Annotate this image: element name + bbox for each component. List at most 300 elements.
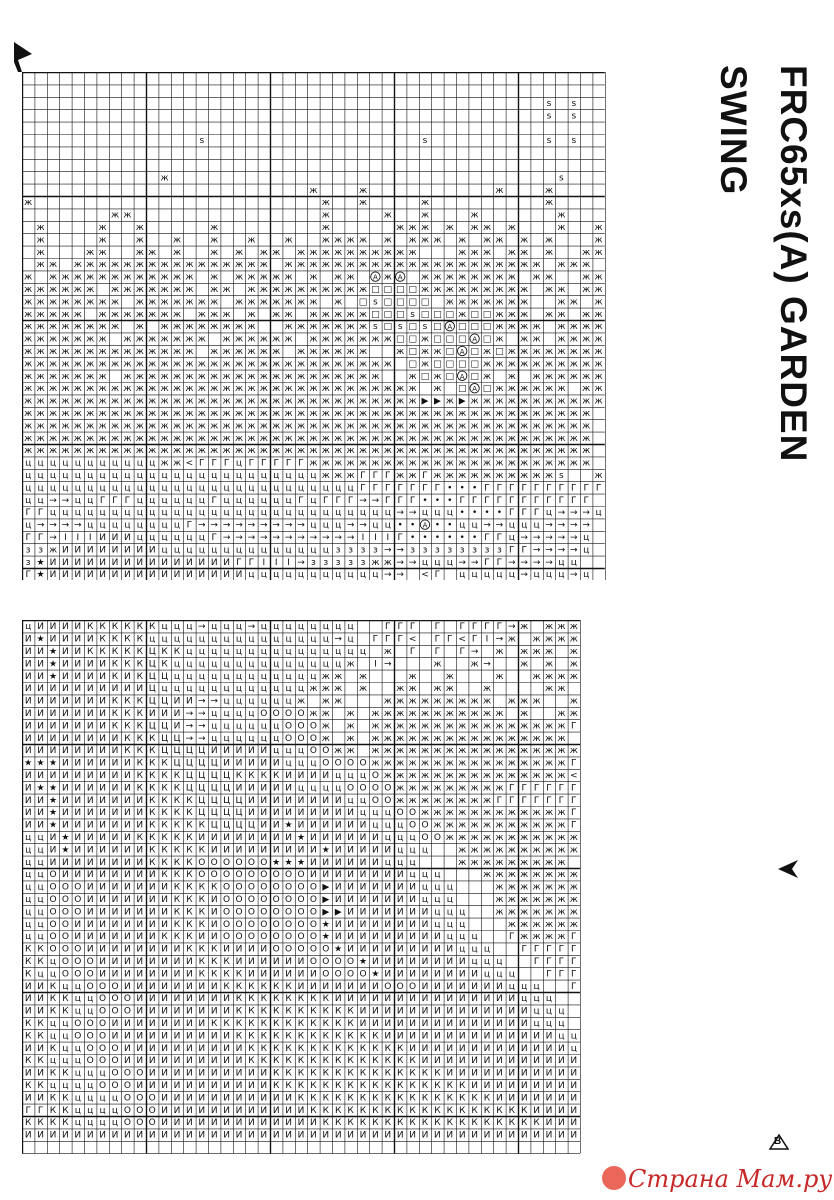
stitch-symbol: ж xyxy=(210,359,219,370)
stitch-symbol: И xyxy=(520,1081,528,1091)
stitch-symbol: ц xyxy=(198,495,205,506)
stitch-symbol: ж xyxy=(557,446,566,457)
stitch-symbol: ж xyxy=(470,733,479,744)
stitch-symbol: s xyxy=(559,173,564,184)
stitch-symbol: ж xyxy=(110,359,120,370)
stitch-symbol: ж xyxy=(135,396,144,407)
stitch-symbol: □ xyxy=(433,309,442,320)
stitch-symbol: К xyxy=(297,1031,305,1042)
stitch-symbol: К xyxy=(161,870,168,881)
stitch-symbol: О xyxy=(309,895,317,905)
stitch-symbol: ж xyxy=(458,272,467,283)
stitch-symbol: И xyxy=(210,746,218,757)
stitch-symbol: Г xyxy=(397,533,403,543)
stitch-symbol: ж xyxy=(458,857,467,868)
stitch-symbol: ж xyxy=(222,433,231,444)
stitch-symbol: К xyxy=(173,647,181,657)
stitch-symbol: И xyxy=(173,944,181,955)
stitch-symbol: ж xyxy=(86,285,95,295)
right-arrow-icon xyxy=(776,858,800,880)
stitch-symbol: И xyxy=(136,1031,144,1042)
stitch-symbol: ж xyxy=(544,421,554,432)
stitch-symbol: ц xyxy=(459,520,466,531)
stitch-symbol: ж xyxy=(383,421,392,432)
stitch-symbol: ж xyxy=(272,359,281,370)
stitch-symbol: И xyxy=(62,684,69,695)
stitch-symbol: И xyxy=(248,944,255,955)
stitch-symbol: ж xyxy=(73,371,82,382)
stitch-symbol: ж xyxy=(234,371,244,382)
stitch-symbol: И xyxy=(434,1056,441,1067)
stitch-symbol: И xyxy=(334,845,342,856)
stitch-symbol: □ xyxy=(395,309,405,320)
stitch-symbol: ж xyxy=(371,733,380,744)
stitch-symbol: И xyxy=(285,1130,292,1141)
stitch-symbol: ц xyxy=(223,545,230,556)
page-marker xyxy=(768,1133,790,1151)
stitch-symbol: К xyxy=(322,1019,329,1029)
stitch-symbol: ц xyxy=(409,845,416,856)
stitch-symbol: □ xyxy=(470,359,479,370)
stitch-symbol: ж xyxy=(408,247,417,258)
stitch-symbol: ж xyxy=(358,235,368,246)
stitch-symbol: К xyxy=(397,1093,404,1104)
stitch-symbol: ц xyxy=(235,508,243,519)
stitch-symbol: К xyxy=(359,1031,367,1042)
stitch-symbol: И xyxy=(173,1081,181,1091)
stitch-symbol: И xyxy=(86,833,94,843)
stitch-symbol: ц xyxy=(248,495,255,506)
stitch-symbol: ц xyxy=(149,458,156,469)
stitch-symbol: □ xyxy=(482,309,492,320)
stitch-symbol: И xyxy=(347,895,354,905)
stitch-symbol: ж xyxy=(557,433,566,444)
stitch-symbol: ж xyxy=(234,247,244,258)
stitch-symbol: ж xyxy=(470,659,479,670)
stitch-symbol: И xyxy=(223,1031,230,1042)
stitch-symbol: ж xyxy=(458,808,467,819)
stitch-symbol: ц xyxy=(223,721,230,732)
stitch-symbol: з xyxy=(311,557,316,568)
stitch-symbol: ж xyxy=(507,758,516,769)
stitch-symbol: ж xyxy=(433,285,442,295)
stitch-symbol: И xyxy=(74,684,82,695)
stitch-symbol: ж xyxy=(86,396,95,407)
stitch-symbol: И xyxy=(210,1130,218,1141)
stitch-symbol: И xyxy=(86,746,94,757)
stitch-symbol: ▶ xyxy=(322,907,330,918)
stitch-symbol: Г xyxy=(397,634,403,645)
stitch-symbol: ж xyxy=(284,322,293,333)
stitch-symbol: ж xyxy=(334,696,343,707)
stitch-symbol: И xyxy=(384,882,392,893)
stitch-symbol: ж xyxy=(86,272,95,283)
stitch-symbol: < xyxy=(458,634,466,645)
stitch-symbol: ц xyxy=(285,483,292,494)
stitch-symbol: ж xyxy=(296,371,306,382)
stitch-symbol: И xyxy=(210,570,218,580)
stitch-symbol: К xyxy=(409,1093,416,1104)
stitch-symbol: ж xyxy=(197,309,206,320)
stitch-symbol: О xyxy=(247,919,255,930)
stitch-symbol: И xyxy=(124,957,131,967)
stitch-symbol: И xyxy=(260,758,268,769)
stitch-symbol: ж xyxy=(259,260,268,271)
stitch-symbol: И xyxy=(62,709,69,719)
stitch-symbol: ж xyxy=(482,297,492,308)
stitch-symbol: И xyxy=(446,957,454,967)
stitch-symbol: И xyxy=(409,919,416,930)
stitch-symbol: И xyxy=(49,1130,57,1141)
stitch-symbol: ж xyxy=(346,458,355,469)
stitch-symbol: И xyxy=(508,1019,516,1029)
stitch-symbol: ж xyxy=(321,709,330,719)
stitch-symbol: К xyxy=(136,733,143,744)
stitch-symbol: • xyxy=(434,533,441,543)
stitch-symbol: ж xyxy=(557,622,566,633)
stitch-symbol: ц xyxy=(322,647,329,657)
stitch-symbol: О xyxy=(297,709,305,719)
stitch-symbol: ж xyxy=(569,709,578,719)
stitch-symbol: ж xyxy=(309,371,318,382)
stitch-symbol: ж xyxy=(346,433,355,444)
stitch-symbol: Г xyxy=(372,483,379,494)
stitch-symbol: И xyxy=(384,1031,392,1042)
stitch-symbol: ж xyxy=(148,347,157,357)
stitch-symbol: И xyxy=(136,1043,144,1054)
stitch-symbol: → xyxy=(185,721,194,732)
stitch-symbol: ж xyxy=(358,371,368,382)
stitch-symbol: Г xyxy=(211,458,217,469)
stitch-symbol: ц xyxy=(211,471,218,481)
stitch-symbol: И xyxy=(533,1031,540,1042)
stitch-symbol: И xyxy=(148,1130,156,1141)
stitch-symbol: И xyxy=(471,981,478,992)
stitch-symbol: ж xyxy=(197,322,206,333)
stitch-symbol: ж xyxy=(396,733,405,744)
stitch-symbol: О xyxy=(111,1056,119,1067)
stitch-symbol: И xyxy=(198,570,206,580)
stitch-symbol: ж xyxy=(73,421,82,432)
stitch-symbol: s xyxy=(559,471,564,481)
stitch-symbol: ж xyxy=(482,409,492,419)
stitch-symbol: ★ xyxy=(296,833,306,843)
stitch-symbol: ж xyxy=(420,795,430,806)
stitch-symbol: О xyxy=(285,919,293,930)
stitch-symbol: К xyxy=(508,1118,515,1129)
stitch-symbol: ж xyxy=(495,721,504,732)
stitch-symbol: ц xyxy=(211,647,218,657)
stitch-symbol: К xyxy=(99,622,106,633)
stitch-symbol: И xyxy=(86,907,94,918)
stitch-symbol: ж xyxy=(296,421,306,432)
stitch-symbol: О xyxy=(260,857,268,868)
stitch-symbol: И xyxy=(558,1130,565,1141)
stitch-symbol: ж xyxy=(210,247,219,258)
stitch-symbol: □ xyxy=(395,285,405,295)
stitch-symbol: К xyxy=(136,696,143,707)
stitch-symbol: ж xyxy=(123,421,132,432)
stitch-symbol: И xyxy=(148,994,156,1005)
stitch-symbol: ж xyxy=(210,322,219,333)
stitch-symbol: И xyxy=(161,557,168,568)
stitch-symbol: ц xyxy=(434,508,441,519)
stitch-symbol: ж xyxy=(445,458,454,469)
stitch-symbol: И xyxy=(111,907,119,918)
stitch-symbol: ж xyxy=(135,359,144,370)
stitch-symbol: ц xyxy=(25,458,32,469)
stitch-symbol: ц xyxy=(248,709,255,719)
stitch-symbol: ц xyxy=(49,969,57,980)
stitch-symbol: □ xyxy=(408,334,417,345)
stitch-symbol: ж xyxy=(445,471,454,481)
stitch-symbol: ж xyxy=(396,433,405,444)
stitch-symbol: ж xyxy=(445,833,454,843)
stitch-symbol: → xyxy=(520,533,528,543)
stitch-symbol: Г xyxy=(360,483,366,494)
stitch-symbol: ж xyxy=(24,433,33,444)
stitch-symbol: К xyxy=(397,1068,404,1079)
stitch-symbol: И xyxy=(136,684,144,695)
stitch-symbol: О xyxy=(235,895,243,905)
stitch-symbol: К xyxy=(99,647,106,657)
stitch-symbol: ц xyxy=(384,508,391,519)
stitch-symbol: ц xyxy=(285,545,292,556)
stitch-symbol: ж xyxy=(296,396,306,407)
stitch-symbol: ж xyxy=(172,409,182,419)
stitch-symbol: ц xyxy=(297,508,305,519)
stitch-symbol: ж xyxy=(210,260,219,271)
stitch-symbol: ж xyxy=(172,396,182,407)
stitch-symbol: И xyxy=(347,981,354,992)
stitch-symbol: ж xyxy=(557,210,566,221)
stitch-symbol: ц xyxy=(285,634,292,645)
stitch-symbol: И xyxy=(173,1118,181,1129)
stitch-symbol: И xyxy=(24,696,32,707)
stitch-symbol: ц xyxy=(136,508,143,519)
stitch-symbol: ж xyxy=(358,671,368,682)
stitch-symbol: ц xyxy=(235,495,243,506)
stitch-symbol: ж xyxy=(433,783,442,794)
stitch-symbol: ж xyxy=(48,545,58,556)
stitch-symbol: И xyxy=(86,882,94,893)
stitch-symbol: ц xyxy=(310,634,317,645)
stitch-symbol: И xyxy=(148,1068,156,1079)
stitch-symbol: ж xyxy=(371,746,380,757)
stitch-symbol: ж xyxy=(383,758,392,769)
stitch-symbol: И xyxy=(310,771,317,781)
stitch-symbol: ж xyxy=(110,433,120,444)
stitch-symbol: И xyxy=(508,1031,516,1042)
stitch-symbol: ж xyxy=(185,272,194,283)
stitch-symbol: ж xyxy=(309,247,318,258)
stitch-symbol: И xyxy=(334,795,342,806)
stitch-symbol: ж xyxy=(24,384,33,395)
stitch-symbol: И xyxy=(24,808,32,819)
stitch-symbol: ц xyxy=(372,520,379,531)
stitch-symbol: ж xyxy=(110,446,120,457)
stitch-symbol: И xyxy=(186,1118,193,1129)
stitch-symbol: ж xyxy=(222,309,231,320)
stitch-symbol: ц xyxy=(260,733,267,744)
stitch-symbol: И xyxy=(260,1118,268,1129)
stitch-symbol: ц xyxy=(186,659,193,670)
stitch-symbol: ж xyxy=(160,446,169,457)
stitch-symbol: И xyxy=(99,659,106,670)
stitch-symbol: ж xyxy=(594,384,603,395)
stitch-symbol: ж xyxy=(36,247,45,258)
stitch-symbol: ж xyxy=(532,322,541,333)
stitch-symbol: ж xyxy=(557,820,566,831)
stitch-symbol: К xyxy=(347,1093,354,1104)
stitch-symbol: К xyxy=(434,1105,441,1116)
stitch-symbol: ж xyxy=(569,907,578,918)
stitch-symbol: И xyxy=(86,795,94,806)
stitch-symbol: ц xyxy=(62,1043,69,1054)
stitch-symbol: И xyxy=(372,919,379,930)
stitch-symbol: О xyxy=(285,709,293,719)
stitch-symbol: ц xyxy=(446,895,453,905)
stitch-symbol: И xyxy=(334,932,342,943)
stitch-symbol: К xyxy=(49,1118,57,1129)
stitch-symbol: К xyxy=(62,1006,69,1017)
stitch-symbol: И xyxy=(496,1068,503,1079)
stitch-symbol: И xyxy=(37,696,44,707)
stitch-symbol: I xyxy=(374,659,377,670)
stitch-symbol: ж xyxy=(24,371,33,382)
stitch-symbol: ж xyxy=(358,309,368,320)
stitch-symbol: → xyxy=(495,520,504,531)
stitch-symbol: К xyxy=(223,969,230,980)
stitch-symbol: И xyxy=(409,1130,416,1141)
stitch-symbol: ж xyxy=(24,309,33,320)
stitch-symbol: ж xyxy=(495,260,504,271)
stitch-symbol: К xyxy=(297,1006,305,1017)
stitch-symbol: ж xyxy=(148,260,157,271)
stitch-symbol: ж xyxy=(582,421,591,432)
stitch-symbol: ц xyxy=(248,508,255,519)
stitch-symbol: И xyxy=(148,545,156,556)
stitch-symbol: ж xyxy=(383,647,392,657)
stitch-symbol: ж xyxy=(445,820,454,831)
stitch-symbol: И xyxy=(372,870,379,881)
stitch-symbol: ж xyxy=(507,820,516,831)
stitch-symbol: К xyxy=(49,1105,57,1116)
stitch-symbol: ж xyxy=(334,471,343,481)
stitch-symbol: ж xyxy=(495,458,504,469)
stitch-symbol: ц xyxy=(384,808,391,819)
stitch-symbol: К xyxy=(446,1093,453,1104)
stitch-symbol: И xyxy=(111,1031,119,1042)
stitch-symbol: ц xyxy=(111,471,119,481)
stitch-symbol: О xyxy=(74,1031,82,1042)
stitch-symbol: ц xyxy=(25,520,32,531)
stitch-symbol: → xyxy=(260,520,268,531)
stitch-symbol: ж xyxy=(110,409,120,419)
stitch-symbol: ц xyxy=(149,508,156,519)
stitch-symbol: О xyxy=(297,882,305,893)
stitch-symbol: И xyxy=(74,659,82,670)
stitch-symbol: ж xyxy=(334,285,343,295)
stitch-symbol: ц xyxy=(173,622,181,633)
stitch-symbol: И xyxy=(86,721,94,732)
stitch-symbol: И xyxy=(99,895,106,905)
stitch-symbol: ц xyxy=(508,520,515,531)
stitch-symbol: → xyxy=(483,520,491,531)
stitch-symbol: ж xyxy=(123,210,132,221)
stitch-symbol: ц xyxy=(347,483,354,494)
stitch-symbol: ж xyxy=(532,771,541,781)
stitch-symbol: О xyxy=(347,758,355,769)
stitch-symbol: ж xyxy=(544,309,554,320)
stitch-symbol: О xyxy=(74,957,82,967)
stitch-symbol: з xyxy=(25,545,31,556)
stitch-symbol: И xyxy=(148,1056,156,1067)
stitch-symbol: ж xyxy=(321,285,330,295)
stitch-symbol: ж xyxy=(458,247,467,258)
stitch-symbol: И xyxy=(186,1081,193,1091)
stitch-symbol: ж xyxy=(48,421,58,432)
stitch-symbol: ж xyxy=(309,458,318,469)
stitch-symbol: ц xyxy=(347,771,354,781)
stitch-symbol: ж xyxy=(557,384,566,395)
stitch-symbol: ж xyxy=(296,696,306,707)
stitch-symbol: Ц xyxy=(161,671,169,682)
stitch-symbol: ц xyxy=(223,647,230,657)
stitch-symbol: К xyxy=(297,1068,305,1079)
stitch-symbol: И xyxy=(111,733,119,744)
stitch-symbol: ж xyxy=(259,347,268,357)
stitch-symbol: И xyxy=(86,1130,94,1141)
stitch-symbol: ж xyxy=(148,247,157,258)
stitch-symbol: И xyxy=(74,647,82,657)
stitch-symbol: ж xyxy=(507,895,516,905)
stitch-symbol: И xyxy=(347,1130,354,1141)
stitch-symbol: ж xyxy=(520,647,529,657)
stitch-symbol: И xyxy=(285,969,292,980)
stitch-symbol: ж xyxy=(569,647,578,657)
stitch-symbol: К xyxy=(248,771,255,781)
stitch-symbol: И xyxy=(37,1068,44,1079)
stitch-symbol: К xyxy=(409,1056,416,1067)
stitch-symbol: ж xyxy=(98,347,107,357)
stitch-symbol: ж xyxy=(544,845,554,856)
stitch-symbol: К xyxy=(62,1105,69,1116)
stitch-symbol: ж xyxy=(557,409,566,419)
stitch-symbol: ц xyxy=(37,845,44,856)
stitch-symbol: И xyxy=(99,684,106,695)
stitch-symbol: И xyxy=(322,857,330,868)
stitch-symbol: О xyxy=(111,981,119,992)
stitch-symbol: ж xyxy=(148,334,157,345)
stitch-symbol: ц xyxy=(25,471,32,481)
stitch-symbol: И xyxy=(124,671,131,682)
stitch-symbol: И xyxy=(508,1130,516,1141)
stitch-symbol: ц xyxy=(111,508,119,519)
stitch-symbol: ж xyxy=(507,808,516,819)
stitch-symbol: И xyxy=(260,808,268,819)
stitch-symbol: ц xyxy=(248,721,255,732)
stitch-symbol: И xyxy=(359,820,367,831)
stitch-symbol: И xyxy=(186,1105,193,1116)
stitch-symbol: И xyxy=(396,882,404,893)
stitch-symbol: И xyxy=(99,557,106,568)
stitch-symbol: И xyxy=(508,1056,516,1067)
stitch-symbol: ж xyxy=(507,223,516,233)
stitch-symbol: И xyxy=(235,758,243,769)
stitch-symbol: ж xyxy=(222,285,231,295)
stitch-symbol: Ц xyxy=(198,746,206,757)
